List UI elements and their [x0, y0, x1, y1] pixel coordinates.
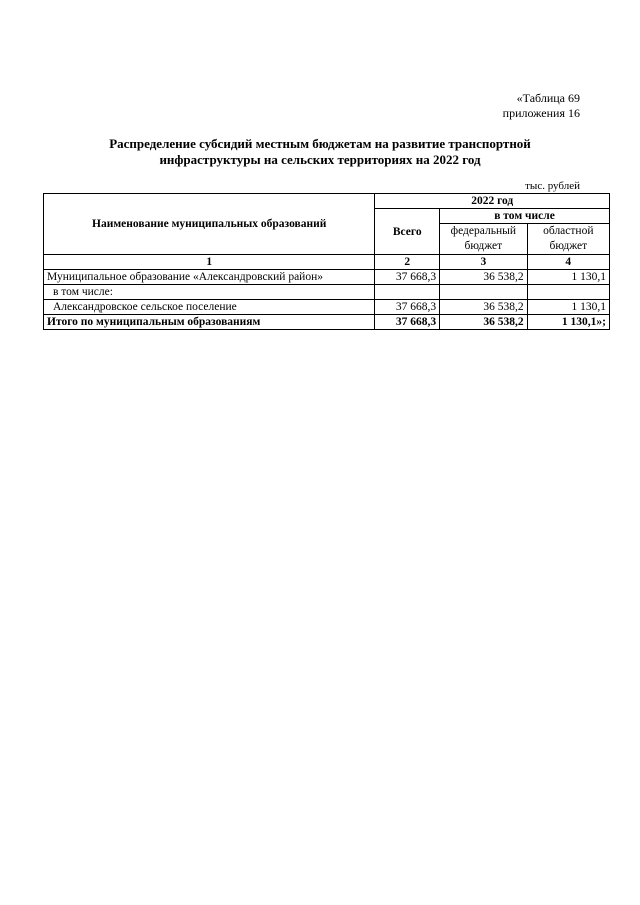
row-total: 37 668,3 — [375, 300, 440, 315]
header-federal-budget — [440, 224, 528, 255]
header-regional-line-1: областной — [543, 225, 594, 237]
table-number: «Таблица 69 — [516, 91, 580, 105]
row-total: 37 668,3 — [375, 270, 440, 285]
header-federal-line-2: бюджет — [464, 240, 503, 252]
title-line-2: инфраструктуры на сельских территориях на 2022 год — [159, 152, 481, 167]
subsidy-table — [43, 193, 610, 330]
total-row-regional: 1 130,1»; — [527, 315, 609, 330]
table-row — [44, 270, 610, 285]
total-row-federal: 36 538,2 — [440, 315, 528, 330]
header-municipality-name: Наименование муниципальных образований — [44, 194, 375, 255]
header-total: Всего — [375, 209, 440, 255]
column-number-4: 4 — [527, 255, 609, 270]
column-number-3: 3 — [440, 255, 528, 270]
header-regional-line-2: бюджет — [549, 240, 588, 252]
header-year: 2022 год — [375, 194, 610, 209]
row-name: Александровское сельское поселение — [44, 300, 375, 315]
column-number-1: 1 — [44, 255, 375, 270]
row-regional: 1 130,1 — [527, 270, 609, 285]
row-federal: 36 538,2 — [440, 270, 528, 285]
appendix-number: приложения 16 — [502, 106, 580, 120]
row-total — [375, 285, 440, 300]
table-row — [44, 300, 610, 315]
total-row-name: Итого по муниципальным образованиям — [44, 315, 375, 330]
header-federal-line-1: федеральный — [450, 225, 516, 237]
header-including: в том числе — [440, 209, 610, 224]
row-regional — [527, 285, 609, 300]
header-row-1 — [44, 194, 610, 209]
units-label: тыс. рублей — [525, 180, 580, 192]
header-regional-budget — [527, 224, 609, 255]
row-name: Муниципальное образование «Александровский район» — [44, 270, 375, 285]
table-row — [44, 285, 610, 300]
total-row — [44, 315, 610, 330]
row-regional: 1 130,1 — [527, 300, 609, 315]
row-name: в том числе: — [44, 285, 375, 300]
row-federal: 36 538,2 — [440, 300, 528, 315]
total-row-total: 37 668,3 — [375, 315, 440, 330]
table-reference — [503, 91, 580, 121]
document-title — [60, 136, 580, 168]
column-number-2: 2 — [375, 255, 440, 270]
title-line-1: Распределение субсидий местным бюджетам на развитие транспортной — [109, 136, 531, 151]
column-number-row — [44, 255, 610, 270]
row-federal — [440, 285, 528, 300]
